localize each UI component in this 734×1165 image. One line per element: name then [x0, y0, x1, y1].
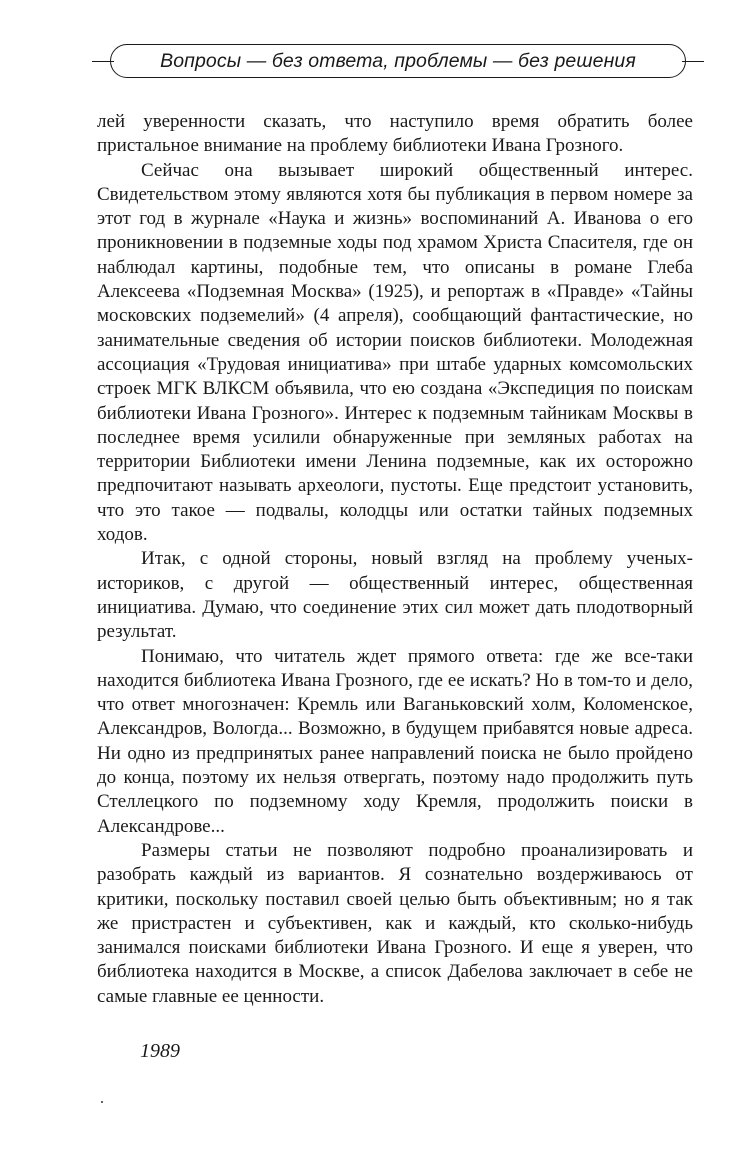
paragraph: Итак, с одной стороны, новый взгляд на проблему ученых-историков, с другой — общественный интерес, общественная инициатива. Думаю, что соединение этих сил может дать плодотворный результат. — [97, 548, 693, 643]
running-header — [92, 44, 704, 80]
article-year: 1989 — [140, 1040, 180, 1062]
print-speck — [101, 1101, 103, 1103]
paragraph: Размеры статьи не позволяют подробно проанализировать и разобрать каждый из вариантов. Я сознательно воздерживаюсь от критики, поскольку поставил своей целью быть объективным; но я так же пристрастен и субъективен, как и каждый, кто сколько-нибудь занимался поисками библиотеки Ивана Грозного. И еще я уверен, что библиотека находится в Москве, а список Дабелова заключает в себе не самые главные ее ценности. — [97, 839, 693, 1007]
paragraph: Сейчас она вызывает широкий общественный интерес. Свидетельством этому являются хотя бы публикация в первом номере за этот год в журнале «Наука и жизнь» воспоминаний А. Иванова о его проникновении в подземные ходы под храмом Христа Спасителя, где он наблюдал картины, подобные тем, что описаны в романе Глеба Алексеева «Подземная Москва» (1925), и репортаж в «Правде» «Тайны московских подземелий» (4 апреля), сообщающий фантастические, но занимательные сведения об истории поисков библиотеки. Молодежная ассоциация «Трудовая инициатива» при штабе ударных комсомольских строек МГК ВЛКСМ объявила, что ею создана «Экспедиция по поискам библиотеки Ивана Грозного». Интерес к подземным тайникам Москвы в последнее время усилили обнаруженные при земляных работах на территории Библиотеки имени Ленина подземные, как их осторожно предпочитают называть археологи, пустоты. Еще предстоит установить, что это такое — подвалы, колодцы или остатки тайных подземных ходов. — [97, 159, 693, 546]
header-frame — [110, 44, 686, 78]
header-rule-right — [682, 61, 704, 62]
body-text — [97, 110, 693, 1009]
paragraph: Понимаю, что читатель ждет прямого ответа: где же все-таки находится библиотека Ивана Грозного, где ее искать? Но в том-то и дело, что ответ многозначен: Кремль или Ваганьковский холм, Коломенское, Александров, Вологда... Возможно, в будущем прибавятся новые адреса. Ни одно из предпринятых ранее направлений поиска не было пройдено до конца, поэтому их нельзя отвергать, поэтому надо продолжить путь Стеллецкого по подземному ходу Кремля, продолжить поиски в Александрове... — [97, 645, 693, 837]
header-title: Вопросы — без ответа, проблемы — без решения — [160, 49, 636, 72]
paragraph-continued: лей уверенности сказать, что наступило время обратить более пристальное внимание на проблему библиотеки Ивана Грозного. — [97, 111, 693, 157]
